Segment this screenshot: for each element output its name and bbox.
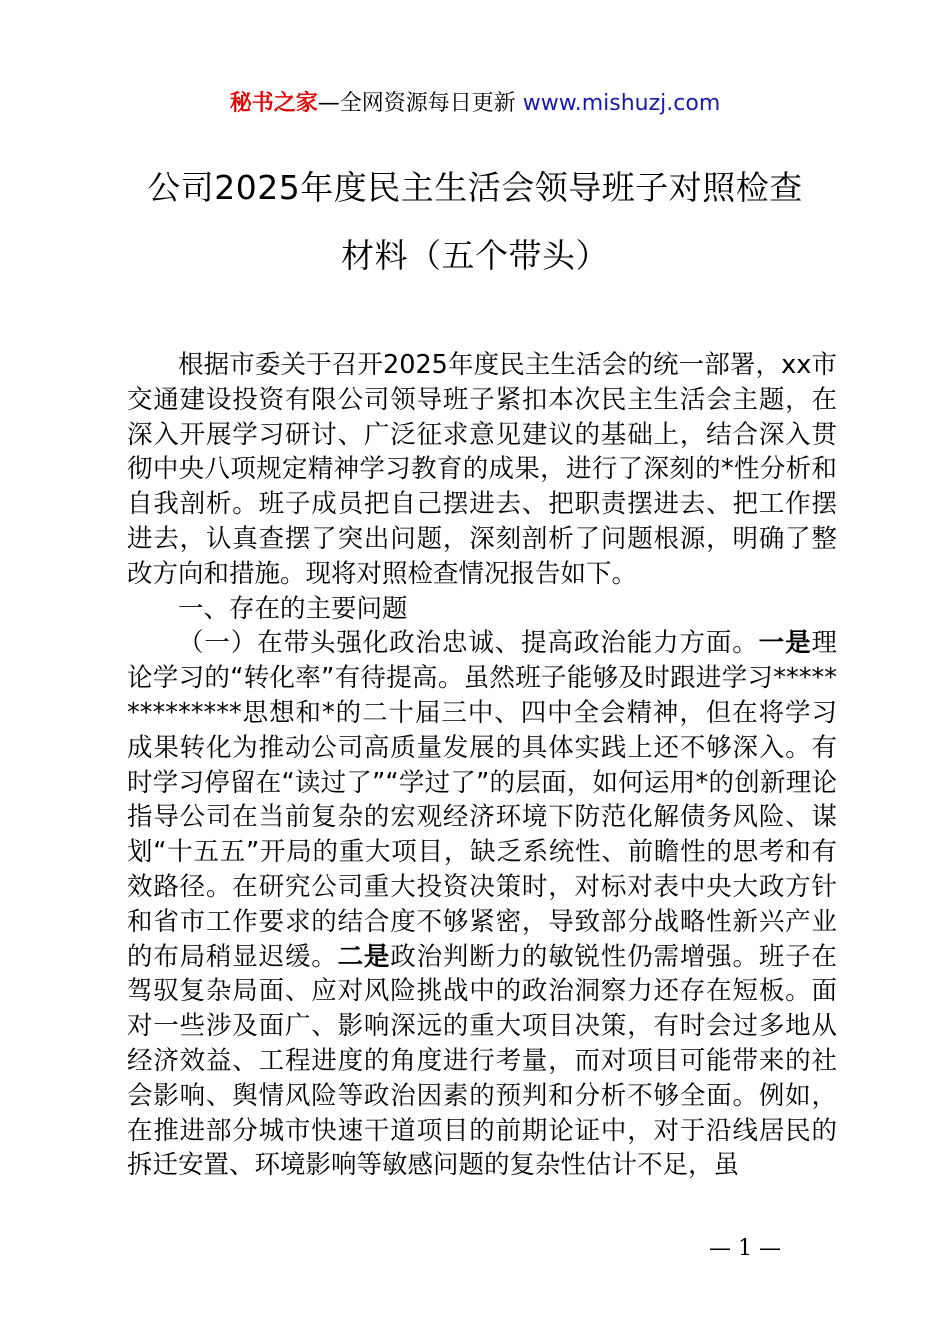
point-1-lead: 一是: [758, 628, 812, 659]
point-2-text: 政治判断力的敏锐性仍需增强。班子在驾驭复杂局面、应对风险挑战中的政治洞察力还存在短板。面对一些涉及面广、影响深远的重大项目决策，有时会过多地从经济效益、工程进度的角度进行考量，而对项目可能带来的社会影响、舆情风险等政治因素的预判和分析不够全面。例如，在推进部分城市快速干道项目的前期论证中，对于沿线居民的拆迁安置、环境影响等敏感问题的复杂性估计不足，虽: [127, 941, 837, 1181]
site-url-link[interactable]: www.mishuzj.com: [522, 91, 721, 116]
intro-paragraph: 根据市委关于召开2025年度民主生活会的统一部署，xx市交通建设投资有限公司领导班子紧扣本次民主生活会主题，在深入开展学习研讨、广泛征求意见建议的基础上，结合深入贯彻中央八项规定精神学习教育的成果，进行了深刻的*性分析和自我剖析。班子成员把自己摆进去、把职责摆进去、把工作摆进去，认真查摆了突出问题，深刻剖析了问题根源，明确了整改方向和措施。现将对照检查情况报告如下。: [127, 350, 837, 589]
page-number: — 1 —: [709, 1236, 781, 1261]
header-banner: [0, 88, 950, 120]
document-body: [127, 348, 837, 1183]
document-title-line-1: 公司2025年度民主生活会领导班子对照检查: [147, 168, 803, 207]
point-1-text: 理论学习的“转化率”有待提高。虽然班子能够及时跟进学习**************思想和*的二十届三中、四中全会精神，但在将学习成果转化为推动公司高质量发展的具体实践上还不够深入。有时学习停留在“读过了”“学过了”的层面，如何运用*的创新理论指导公司在当前复杂的宏观经济环境下防范化解债务风险、谋划“十五五”开局的重大项目，缺乏系统性、前瞻性的思考和有效路径。在研究公司重大投资决策时，对标对表中央大政方针和省市工作要求的结合度不够紧密，导致部分战略性新兴产业的布局稍显迟缓。: [127, 628, 837, 972]
brand-name: 秘书之家: [229, 91, 318, 116]
subsection-paragraph: [127, 626, 837, 1183]
point-2-lead: 二是: [337, 941, 391, 972]
section-heading-problems: 一、存在的主要问题: [178, 593, 408, 624]
header-tagline: —全网资源每日更新: [317, 91, 516, 116]
subsection-heading: （一）在带头强化政治忠诚、提高政治能力方面。: [178, 628, 759, 659]
document-title-line-2: 材料（五个带头）: [341, 236, 609, 275]
